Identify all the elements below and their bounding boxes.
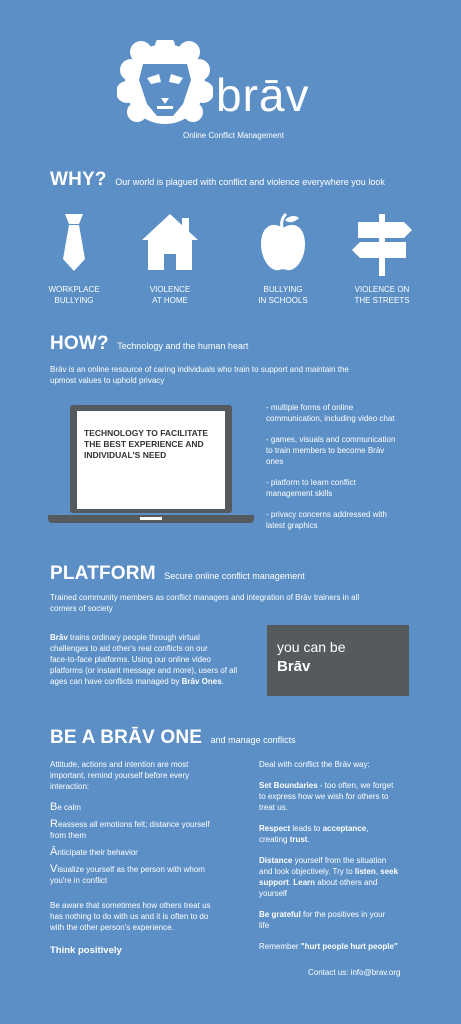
laptop-illustration bbox=[48, 405, 254, 525]
why-item-home: VIOLENCE AT HOME bbox=[149, 285, 191, 305]
how-bullets bbox=[266, 402, 436, 531]
logo bbox=[117, 40, 213, 126]
how-subheading: Technology and the human heart bbox=[117, 341, 249, 351]
why-item-workplace: WORKPLACE BULLYING bbox=[48, 285, 100, 305]
be-brav-heading: BE A BRĀV ONE bbox=[50, 727, 203, 748]
lion-icon bbox=[117, 40, 213, 126]
platform-intro: Trained community members as conflict managers and integration of Brāv trainers in all corners of society bbox=[50, 593, 360, 613]
brand-tagline: Online Conflict Management bbox=[183, 131, 284, 140]
callout-line2: Brāv bbox=[277, 658, 311, 675]
why-item-streets: VIOLENCE ON THE STREETS bbox=[354, 285, 410, 305]
acrostic-item: Ānticipate their behavior bbox=[50, 846, 138, 858]
tip-distance: Distance yourself from the situation and look objectively. Try to listen, seek support. Learn about others and yourself bbox=[259, 856, 399, 898]
why-heading: WHY? bbox=[50, 169, 107, 190]
house-icon bbox=[140, 212, 200, 272]
laptop-screen-text: TECHNOLOGY TO FACILITATE THE BEST EXPERIENCE AND INDIVIDUAL'S NEED bbox=[84, 428, 209, 460]
brav-callout bbox=[267, 625, 409, 696]
acrostic-item: Visualize yourself as the person with whom you're in conflict bbox=[50, 863, 205, 885]
acrostic-item: Be calm bbox=[50, 801, 81, 813]
aware-text: Be aware that sometimes how others treat us has nothing to do with us and it is often to do with the other person's experience. bbox=[50, 901, 211, 932]
tie-icon bbox=[60, 213, 88, 273]
left-intro: Attitude, actions and intention are most important, remind yourself before every interaction: bbox=[50, 760, 190, 791]
callout-line1: you can be bbox=[277, 639, 346, 655]
signpost-icon bbox=[352, 214, 412, 276]
why-item-schools: BULLYING IN SCHOOLS bbox=[258, 285, 308, 305]
how-bullet: - games, visuals and communication to train members to become Brāv ones bbox=[266, 435, 396, 466]
be-brav-left bbox=[50, 759, 245, 956]
how-heading: HOW? bbox=[50, 333, 109, 354]
tip-boundaries: Set Boundaries - too often, we forget to express how we wish for others to treat us. bbox=[259, 781, 394, 812]
tip-remember: Remember "hurt people hurt people" bbox=[259, 942, 398, 951]
why-subheading: Our world is plagued with conflict and violence everywhere you look bbox=[115, 177, 385, 187]
platform-subheading: Secure online conflict management bbox=[164, 571, 305, 581]
contact-link[interactable]: Contact us: info@brav.org bbox=[308, 968, 401, 977]
brand-name: brāv bbox=[216, 69, 310, 121]
how-intro: Brāv is an online resource of caring individuals who train to support and maintain the upmost values to uphold privacy bbox=[50, 365, 349, 385]
how-bullet: - privacy concerns addressed with latest graphics bbox=[266, 510, 387, 530]
platform-body: Brāv trains ordinary people through virtual challenges to aid other's real conflicts on our face-to-face platforms. Using our online video platforms (or instant message and more), users of all ages can have conflicts managed by Brāv Ones. bbox=[50, 633, 238, 686]
be-brav-subheading: and manage conflicts bbox=[210, 735, 296, 745]
think-positively: Think positively bbox=[50, 945, 122, 956]
platform-heading: PLATFORM bbox=[50, 563, 156, 584]
apple-icon bbox=[259, 212, 307, 272]
how-bullet: - multiple forms of online communication, including video chat bbox=[266, 403, 395, 423]
acrostic-item: Reassess all emotions felt; distance yourself from them bbox=[50, 818, 210, 840]
tip-grateful: Be grateful for the positives in your life bbox=[259, 910, 386, 930]
be-brav-right bbox=[259, 759, 434, 952]
right-intro: Deal with conflict the Brāv way: bbox=[259, 760, 370, 769]
tip-respect: Respect leads to acceptance, creating trust. bbox=[259, 824, 369, 844]
how-bullet: - platform to learn conflict management skills bbox=[266, 478, 356, 498]
